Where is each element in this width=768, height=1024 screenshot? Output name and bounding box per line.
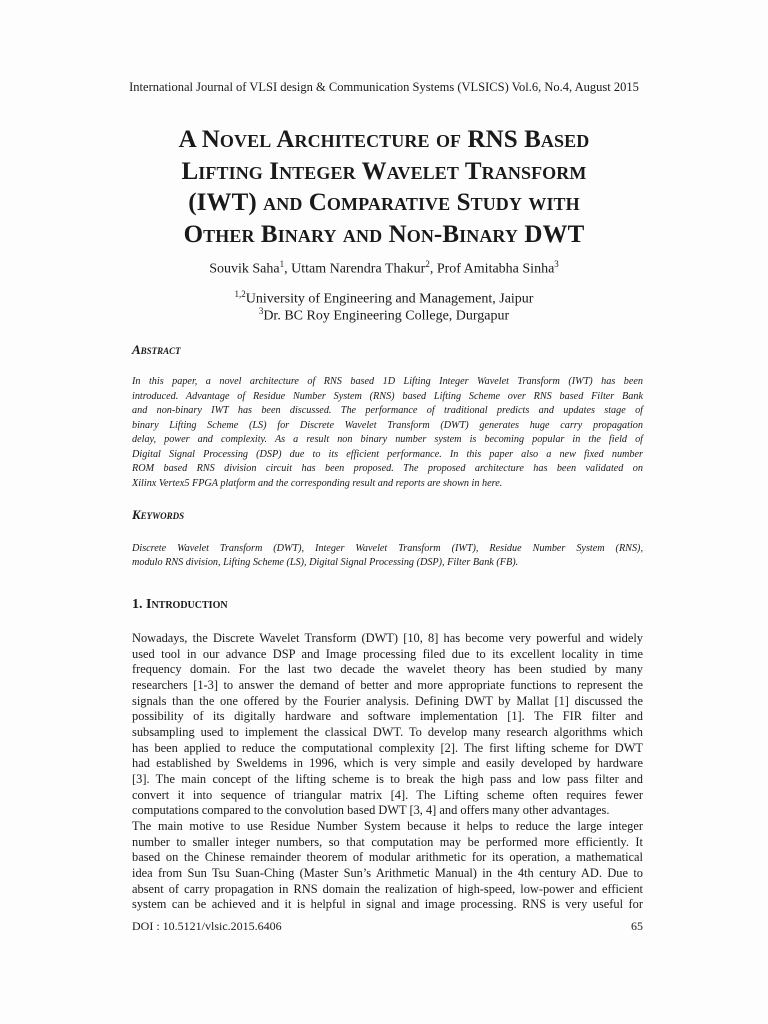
affiliation-mark: 3 [258, 306, 264, 316]
abstract-body [132, 375, 643, 491]
body-line: Nowadays, the Discrete Wavelet Transform (DWT) [10, 8] has become very powerful and widely [132, 631, 643, 645]
paper-title [84, 124, 684, 250]
affiliation-mark: 1,2 [234, 289, 246, 299]
body-line: number to smaller integer numbers, so that computation may be performed more efficiently. It [132, 834, 643, 849]
body-line: subsampling used to implement the classical DWT. To develop many research algorithms which [132, 724, 643, 739]
body-line: convert it into sequence of triangular matrix [4]. The Lifting scheme often requires fewer [132, 787, 643, 802]
body-line: used tool in our advance DSP and Image processing filed due to its excellent locality in time [132, 646, 643, 661]
title-line: Other Binary and Non-Binary DWT [183, 220, 585, 248]
author-affil-mark: 2 [425, 259, 430, 269]
body-line: possibility of its digitally hardware and software implementation [1]. The FIR filter and [132, 709, 643, 724]
body-line: frequency domain. For the last two decade the wavelet theory has been studied by many [132, 662, 643, 677]
body-line: signals than the one offered by the Fourier analysis. Defining DWT by Mallat [1] discussed the [132, 693, 643, 708]
abstract-line: and non-binary IWT has been discussed. The performance of traditional predicts and updates stage of [132, 405, 643, 416]
body-line: idea from Sun Tsu Suan-Ching (Master Sun’s Arithmetic Manual) in the 4th century AD. Due to [132, 865, 643, 880]
body-line: had established by Sweldems in 1996, which is very simple and easily developed by hardware [132, 756, 643, 771]
title-line: Lifting Integer Wavelet Transform [181, 157, 587, 185]
abstract-line: Xilinx Vertex5 FPGA platform and the corresponding result and reports are shown in here. [132, 477, 503, 489]
title-line: A Novel Architecture of RNS Based [178, 126, 590, 153]
author-affil-mark: 1 [279, 259, 285, 269]
author-affil-mark: 3 [554, 259, 559, 269]
body-line: has been applied to reduce the computational complexity [2]. The first lifting scheme for DWT [132, 740, 643, 755]
abstract-heading: Abstract [132, 342, 181, 357]
body-line: computations compared to the convolution based DWT [3, 4] and offers many other advantages. [132, 803, 610, 818]
journal-header: International Journal of VLSI design & Communication Systems (VLSICS) Vol.6, No.4, August 2015 [129, 80, 639, 94]
author-separator: , [284, 261, 292, 277]
abstract-line: introduced. Advantage of Residue Number System (RNS) based Lifting Scheme over RNS based Filter Bank [132, 390, 643, 402]
abstract-line: delay, power and complexity. As a result non binary number system is becoming popular in the field of [132, 434, 643, 445]
doi-footer: DOI : 10.5121/vlsic.2015.6406 [132, 919, 282, 933]
body-line: based on the Chinese remainder theorem of modular arithmetic for its operation, a mathematical [132, 850, 643, 865]
keywords-line: modulo RNS division, Lifting Scheme (LS), Digital Signal Processing (DSP), Filter Bank (FB). [132, 557, 519, 568]
body-line: system can be achieved and it is helpful in signal and image processing. RNS is very useful for [132, 897, 643, 912]
author-name: Prof Amitabha Sinha [436, 261, 555, 277]
author-name: Uttam Narendra Thakur [291, 261, 426, 277]
section-heading: 1. Introduction [132, 597, 228, 612]
affiliation [0, 289, 768, 308]
affiliation-name: Dr. BC Roy Engineering College, Durgapur [263, 308, 510, 324]
abstract-line: Digital Signal Processing (DSP) due to its efficient performance. In this paper also a new fixed number [132, 448, 643, 460]
author-name: Souvik Saha [209, 261, 280, 277]
body-line: absent of carry propagation in RNS domain the realization of high-speed, low-power and efficient [132, 881, 643, 896]
keywords-line: Discrete Wavelet Transform (DWT), Integer Wavelet Transform (IWT), Residue Number System (RNS), [132, 543, 643, 554]
body-line: [3]. The main concept of the lifting scheme is to break the high pass and low pass filter and [132, 771, 643, 786]
affiliation-name: University of Engineering and Management, Jaipur [245, 291, 534, 307]
abstract-line: In this paper, a novel architecture of RNS based 1D Lifting Integer Wavelet Transform (IWT) has been [132, 376, 643, 387]
page-number: 65 [631, 919, 643, 933]
author-separator: , [429, 261, 437, 277]
body-line: researchers [1-3] to answer the demand of better and more appropriate functions to represent the [132, 677, 643, 692]
body-line: The main motive to use Residue Number System because it helps to reduce the large integer [132, 818, 643, 833]
keywords-body [132, 542, 643, 570]
section-body [132, 631, 643, 913]
keywords-heading: Keywords [132, 507, 185, 522]
author-list [0, 259, 768, 278]
abstract-line: binary Lifting Scheme (LS) for Discrete Wavelet Transform (DWT) generates huge carry propagation [132, 419, 643, 431]
title-line: (IWT) and Comparative Study with [188, 189, 580, 216]
abstract-line: ROM based RNS division circuit has been proposed. The proposed architecture has been validated on [132, 463, 643, 474]
affiliation [0, 306, 768, 325]
